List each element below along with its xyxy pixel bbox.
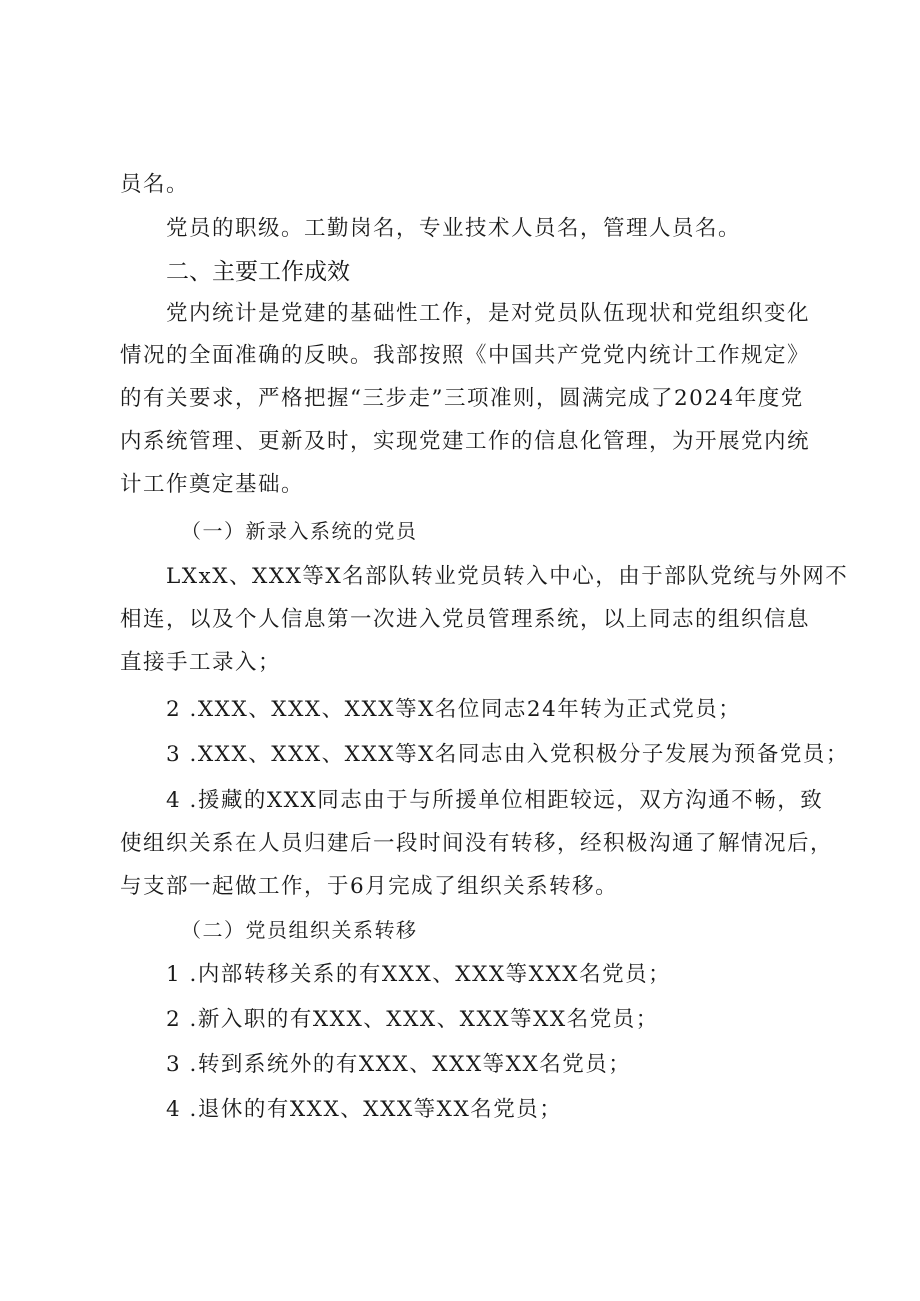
list-item: 4 .退休的有XXX、XXX等XX名党员； xyxy=(166,1097,563,1122)
list-item: 2 .XXX、XXX、XXX等X名位同志24年转为正式党员； xyxy=(166,697,742,722)
paragraph-line: 党员的职级。工勤岗名，专业技术人员名，管理人员名。 xyxy=(166,216,742,241)
list-item: 3 .转到系统外的有XXX、XXX等XX名党员； xyxy=(166,1052,632,1077)
paragraph-line: 直接手工录入； xyxy=(120,650,282,675)
list-item: 4 .援藏的XXX同志由于与所援单位相距较远，双方沟通不畅，致 xyxy=(166,788,824,813)
list-item: 3 .XXX、XXX、XXX等X名同志由入党积极分子发展为预备党员； xyxy=(166,742,849,767)
paragraph-line: 与支部一起做工作，于6月完成了组织关系转移。 xyxy=(120,874,619,899)
list-item: 2 .新入职的有XXX、XXX、XXX等XX名党员； xyxy=(166,1007,659,1032)
paragraph-line: LXxX、XXX等X名部队转业党员转入中心，由于部队党统与外网不 xyxy=(166,564,849,589)
paragraph-line: 党内统计是党建的基础性工作，是对党员队伍现状和党组织变化 xyxy=(166,301,811,326)
paragraph-line: 使组织关系在人员归建后一段时间没有转移，经积极沟通了解情况后， xyxy=(120,831,834,856)
paragraph-line: 计工作奠定基础。 xyxy=(120,472,305,497)
paragraph-line: 员名。 xyxy=(120,172,190,197)
subsection-heading: （二）党员组织关系转移 xyxy=(181,918,418,942)
paragraph-line: 的有关要求，严格把握“三步走”三项准则，圆满完成了2024年度党 xyxy=(120,386,804,411)
list-item: 1 .内部转移关系的有XXX、XXX等XXX名党员； xyxy=(166,962,672,987)
paragraph-line: 相连，以及个人信息第一次进入党员管理系统，以上同志的组织信息 xyxy=(120,607,811,632)
subsection-heading: （一）新录入系统的党员 xyxy=(181,519,418,543)
section-heading: 二、主要工作成效 xyxy=(166,259,350,285)
paragraph-line: 内系统管理、更新及时，实现党建工作的信息化管理，为开展党内统 xyxy=(120,429,811,454)
paragraph-line: 情况的全面准确的反映。我部按照《中国共产党党内统计工作规定》 xyxy=(120,343,811,368)
